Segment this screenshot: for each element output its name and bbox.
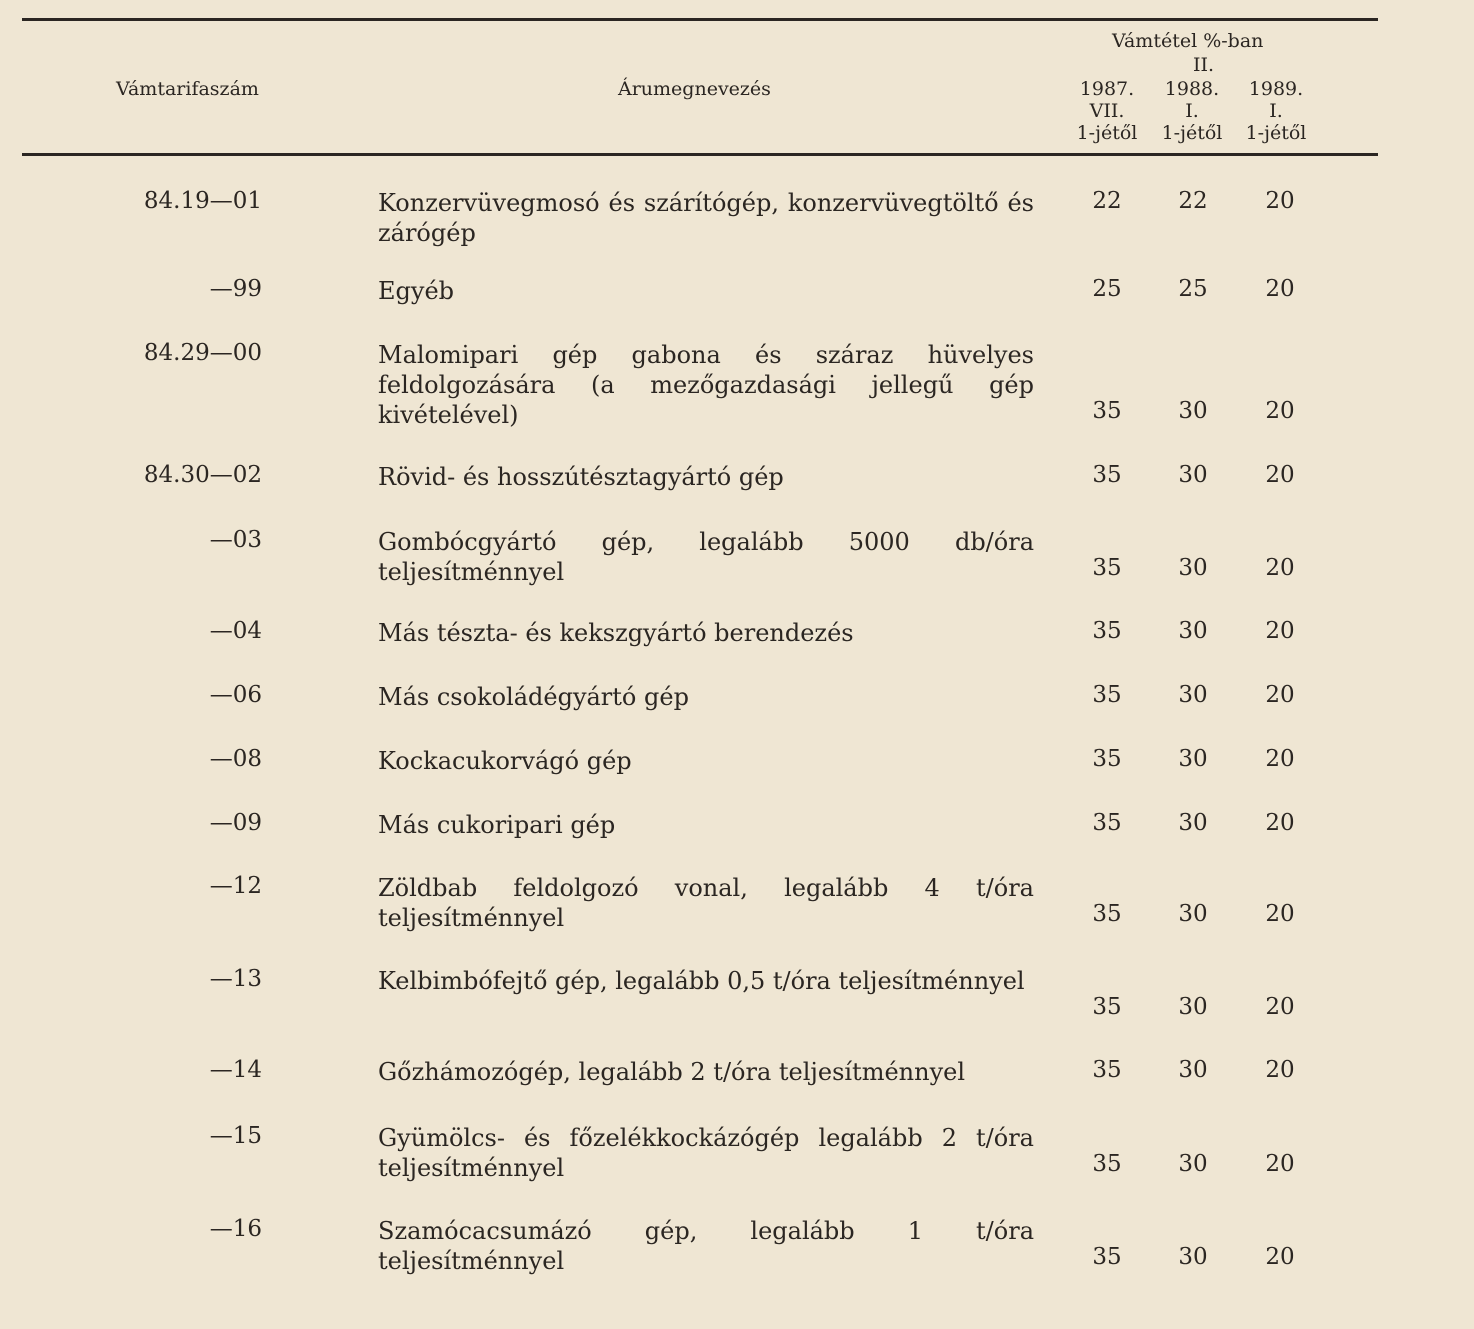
rate-1987: 35	[1092, 810, 1122, 836]
from-label: 1-jétől	[1076, 122, 1138, 144]
header-rate-roman: II.	[1193, 54, 1215, 76]
tariff-code: 84.29—00	[143, 340, 262, 366]
item-description: Kelbimbófejtő gép, legalább 0,5 t/óra teljesítménnyel	[378, 967, 1025, 995]
item-description: Zöldbab feldolgozó vonal, legalább 4 t/óra teljesítménnyel	[378, 874, 1034, 932]
rate-1988: 30	[1178, 462, 1208, 488]
rate-1987: 22	[1092, 188, 1122, 214]
rate-1988: 30	[1178, 1057, 1208, 1083]
rate-1989: 20	[1265, 188, 1295, 214]
top-rule	[22, 18, 1378, 21]
rate-1987: 35	[1092, 398, 1122, 424]
rate-1987: 35	[1092, 1244, 1122, 1270]
rate-1989: 20	[1265, 398, 1295, 424]
month-label: I.	[1185, 100, 1199, 122]
tariff-code: —15	[209, 1123, 262, 1149]
rate-1989: 20	[1265, 810, 1295, 836]
item-description: Malomipari gép gabona és száraz hüvelyes feldolgozására (a mezőgazdasági jellegű gép kivételével)	[378, 341, 1034, 429]
header-code-label: Vámtarifaszám	[116, 78, 259, 100]
rate-1987: 35	[1092, 1057, 1122, 1083]
rate-1987: 35	[1092, 682, 1122, 708]
item-description: Konzervüvegmosó és szárítógép, konzervüvegtöltő és zárógép	[378, 189, 1034, 247]
tariff-code: —06	[209, 682, 262, 708]
rate-1988: 30	[1178, 618, 1208, 644]
tariff-code: —12	[209, 873, 262, 899]
header-desc-label: Árumegnevezés	[618, 78, 771, 100]
rate-1987: 35	[1092, 555, 1122, 581]
rate-1987: 35	[1092, 746, 1122, 772]
year-label: 1989.	[1248, 78, 1304, 100]
header-year-col-1	[1065, 78, 1149, 144]
tariff-code: —13	[209, 966, 262, 992]
item-description: Gőzhámozógép, legalább 2 t/óra teljesítménnyel	[378, 1058, 966, 1086]
item-description: Más cukoripari gép	[378, 811, 616, 839]
tariff-code: 84.30—02	[143, 462, 262, 488]
tariff-code: —08	[209, 746, 262, 772]
rate-1988: 22	[1178, 188, 1208, 214]
from-label: 1-jétől	[1161, 122, 1223, 144]
item-description: Egyéb	[378, 277, 455, 305]
header-year-col-3	[1234, 78, 1318, 144]
rate-1988: 30	[1178, 746, 1208, 772]
rate-1989: 20	[1265, 555, 1295, 581]
year-label: 1987.	[1079, 78, 1135, 100]
rate-1988: 30	[1178, 1151, 1208, 1177]
year-label: 1988.	[1164, 78, 1220, 100]
month-label: VII.	[1089, 100, 1125, 122]
item-description: Más csokoládégyártó gép	[378, 683, 689, 711]
rate-1988: 30	[1178, 398, 1208, 424]
rate-1988: 30	[1178, 901, 1208, 927]
tariff-code: —14	[209, 1057, 262, 1083]
header-rule	[22, 153, 1378, 156]
rate-1989: 20	[1265, 1057, 1295, 1083]
rate-1989: 20	[1265, 746, 1295, 772]
from-label: 1-jétől	[1245, 122, 1307, 144]
header-rate-label: Vámtétel %-ban	[1112, 30, 1264, 52]
month-label: I.	[1269, 100, 1283, 122]
rate-1989: 20	[1265, 618, 1295, 644]
rate-1989: 20	[1265, 994, 1295, 1020]
rate-1989: 20	[1265, 901, 1295, 927]
rate-1988: 25	[1178, 276, 1208, 302]
rate-1989: 20	[1265, 1151, 1295, 1177]
rate-1988: 30	[1178, 555, 1208, 581]
rate-1987: 25	[1092, 276, 1122, 302]
item-description: Gyümölcs- és főzelékkockázógép legalább 2 t/óra teljesítménnyel	[378, 1124, 1034, 1182]
item-description: Kockacukorvágó gép	[378, 747, 632, 775]
item-description: Szamócacsumázó gép, legalább 1 t/óra teljesítménnyel	[378, 1217, 1034, 1275]
tariff-code: —16	[209, 1216, 262, 1242]
item-description: Rövid- és hosszútésztagyártó gép	[378, 463, 784, 491]
rate-1987: 35	[1092, 994, 1122, 1020]
rate-1987: 35	[1092, 618, 1122, 644]
rate-1988: 30	[1178, 810, 1208, 836]
rate-1987: 35	[1092, 901, 1122, 927]
rate-1988: 30	[1178, 994, 1208, 1020]
rate-1989: 20	[1265, 1244, 1295, 1270]
rate-1989: 20	[1265, 462, 1295, 488]
tariff-code: —03	[209, 527, 262, 553]
rate-1987: 35	[1092, 1151, 1122, 1177]
tariff-code: 84.19—01	[143, 188, 262, 214]
item-description: Gombócgyártó gép, legalább 5000 db/óra teljesítménnyel	[378, 528, 1034, 586]
rate-1988: 30	[1178, 682, 1208, 708]
rate-1988: 30	[1178, 1244, 1208, 1270]
tariff-code: —99	[209, 276, 262, 302]
header-year-col-2	[1150, 78, 1234, 144]
tariff-code: —09	[209, 810, 262, 836]
rate-1987: 35	[1092, 462, 1122, 488]
tariff-code: —04	[209, 618, 262, 644]
rate-1989: 20	[1265, 276, 1295, 302]
rate-1989: 20	[1265, 682, 1295, 708]
item-description: Más tészta- és kekszgyártó berendezés	[378, 619, 854, 647]
